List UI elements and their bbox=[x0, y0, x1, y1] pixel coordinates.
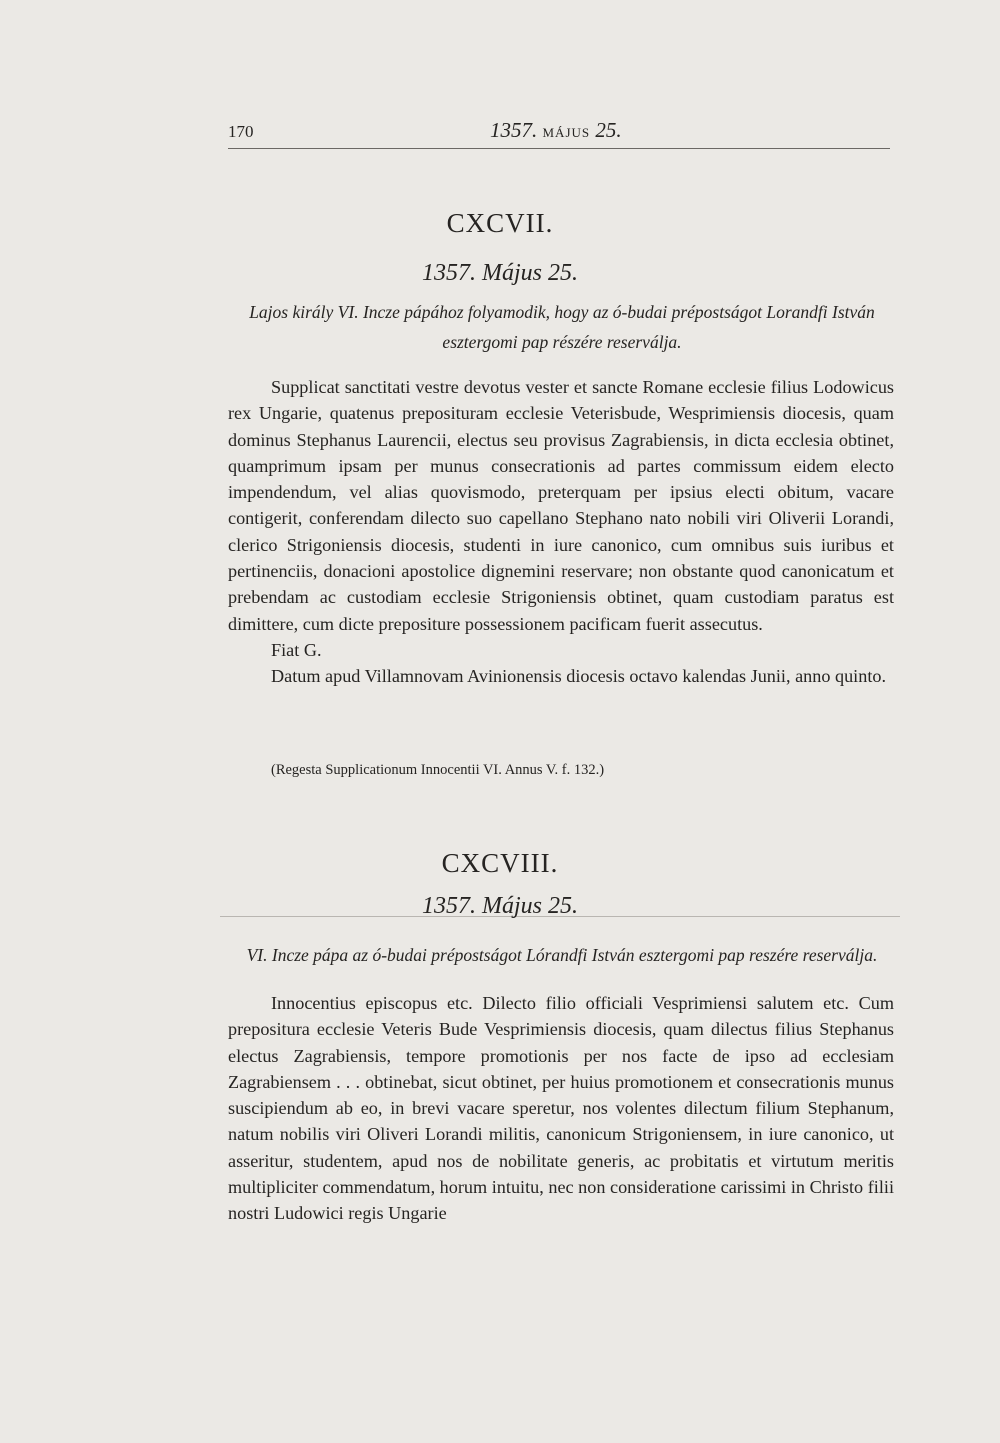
page-header bbox=[228, 118, 890, 149]
document-number: CXCVII. bbox=[446, 208, 554, 238]
document-regest bbox=[228, 297, 896, 357]
regest-line: Lajos király VI. Incze pápához folyamodik, hogy az ó-budai prépostságot Lorandfi István bbox=[249, 302, 875, 322]
running-month: MÁJUS bbox=[542, 125, 591, 140]
document-number: CXCVIII. bbox=[441, 848, 559, 878]
document-regest: VI. Incze pápa az ó-budai prépostságot Lórandfi István esztergomi pap reszére reserválja. bbox=[246, 945, 878, 965]
regest-line: esztergomi pap részére reserválja. bbox=[442, 332, 682, 352]
source-citation: (Regesta Supplicationum Innocentii VI. Annus V. f. 132.) bbox=[271, 762, 605, 778]
running-day: 25. bbox=[595, 118, 622, 142]
page-number: 170 bbox=[228, 122, 254, 141]
document-body bbox=[228, 374, 894, 690]
document-date: 1357. Május 25. bbox=[422, 893, 578, 919]
document-body bbox=[228, 990, 894, 1227]
body-paragraph: Datum apud Villamnovam Avinionensis diocesis octavo kalendas Junii, anno quinto. bbox=[271, 666, 887, 687]
document-date: 1357. Május 25. bbox=[422, 260, 578, 286]
running-title bbox=[490, 118, 622, 143]
running-year: 1357. bbox=[490, 118, 538, 142]
body-paragraph: Innocentius episcopus etc. Dilecto filio officiali Vesprimiensi salutem etc. Cum prepositura ecclesie Veteris Bude Vesprimiensis diocesis, quam dilectus filius Stephanus electus Zagrabiensis, tempore promotionis per nos facte de ipso ad ecclesiam Zagrabiensem . . . obtinebat, sicut obtinet, per huius promotionem et consecrationis munus suscipiendum ab eo, in brevi vacare speretur, nos volentes dilectum filium Stephanum, natum nobilis viri Oliveri Lorandi militis, canonicum Strigoniensem, in iure canonico, ut asseritur, studentem, apud nos de nobilitate generis, ac probitatis et virtutum meritis multipliciter commendatum, horum intuitu, nec non consideratione carissimi in Christo filii nostri Ludowici regis Ungarie bbox=[228, 993, 894, 1224]
body-paragraph: Supplicat sanctitati vestre devotus vester et sancte Romane ecclesie filius Lodowicus rex Ungarie, quatenus preposituram ecclesie Veterisbude, Wesprimiensis diocesis, quam dominus Stephanus Laurencii, electus seu provisus Zagrabiensis, in dicta ecclesia obtinet, quamprimum ipsam per munus consecrationis ad partes commissum eidem electo impendendum, vel alias quovismodo, preterquam per ipsius electi obitum, vacare contigerit, conferendam dilecto suo capellano Stephano nato nobili viri Oliverii Lorandi, clerico Strigoniensis diocesis, studenti in iure canonico, cum omnibus suis iuribus et pertinenciis, donacioni apostolice dignemini reservare; non obstante quod canonicatum et prebendam ac custodiam ecclesie Strigoniensis obtinet, quam custodiam paratus est dimittere, cum dicte prepositure possessionem pacificam fuerit assecutus. bbox=[228, 377, 894, 634]
body-paragraph: Fiat G. bbox=[271, 639, 322, 660]
